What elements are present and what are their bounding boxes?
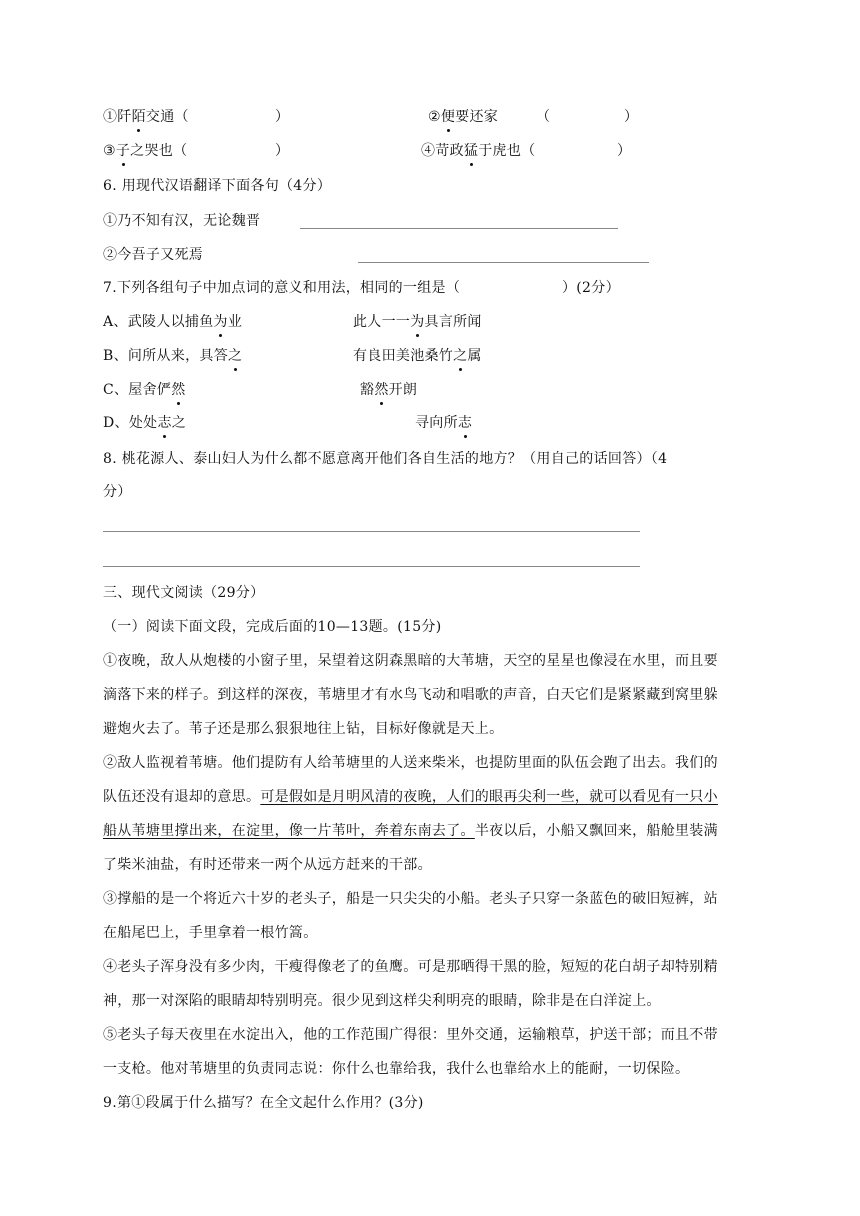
q7-option-c-right: 豁然开朗 bbox=[360, 382, 418, 398]
q5-item-c-close: ） bbox=[275, 143, 290, 159]
q7-title: 7.下列各组句子中加点词的意义和用法，相同的一组是（ bbox=[103, 280, 461, 296]
q8-line-2: 分） bbox=[103, 484, 132, 500]
q5-item-b: ②便要还家 bbox=[428, 109, 499, 125]
q5-item-b-open: （ bbox=[536, 109, 551, 125]
dotted-char: 志 bbox=[457, 415, 473, 431]
q6-answer-line-1[interactable] bbox=[300, 228, 618, 229]
q5-item-a: ①阡陌交通（ bbox=[103, 109, 189, 125]
passage-p4-line-1: ④老头子浑身没有多少肉，干瘦得像老了的鱼鹰。可是那晒得干黑的脸，短短的花白胡子却特别精 bbox=[103, 959, 718, 975]
passage-p3-line-1: ③撑船的是一个将近六十岁的老头子，船是一只尖尖的小船。老头子只穿一条蓝色的破旧短裤，站 bbox=[103, 891, 718, 907]
dotted-char: 便 bbox=[440, 109, 456, 125]
q7-option-a-right: 此人一一为具言所闻 bbox=[353, 314, 482, 330]
q7-option-b-left: B、问所从来，具答之 bbox=[103, 348, 243, 364]
passage-p2-line-4: 了柴米油盐，有时还带来一两个从远方赶来的干部。 bbox=[103, 857, 432, 873]
dotted-char: 之 bbox=[228, 348, 243, 364]
dotted-char: 猛 bbox=[463, 143, 479, 159]
q6-sentence-1: ①乃不知有汉，无论魏晋 bbox=[103, 213, 261, 229]
q7-title-end: ）(2分） bbox=[562, 280, 620, 296]
dotted-char: 为 bbox=[213, 314, 228, 330]
passage-p2-line-2: 队伍还没有退却的意思。可是假如是月明风清的夜晚，人们的眼再尖利一些，就可以看见有一只小 bbox=[103, 789, 718, 805]
dotted-char: 之 bbox=[453, 348, 468, 364]
passage-p4-line-2: 神，那一对深陷的眼睛却特别明亮。很少见到这样尖利明亮的眼睛，除非是在白洋淀上。 bbox=[103, 993, 661, 1009]
q7-option-b-right: 有良田美池桑竹之属 bbox=[353, 348, 482, 364]
passage-p5-line-1: ⑤老头子每天夜里在水淀出入，他的工作范围广得很：里外交通，运输粮草，护送干部；而且不带 bbox=[103, 1027, 718, 1043]
q8-line-1: 8. 桃花源人、泰山妇人为什么都不愿意离开他们各自生活的地方？（用自己的话回答）（4 bbox=[103, 451, 668, 467]
dotted-char: 志 bbox=[157, 415, 172, 431]
passage-p1-line-1: ①夜晚，敌人从炮楼的小窗子里，呆望着这阴森黑暗的大苇塘，天空的星星也像浸在水里，而且要 bbox=[103, 653, 718, 669]
q7-option-a-left: A、武陵人以捕鱼为业 bbox=[103, 314, 243, 330]
dotted-char: 然 bbox=[374, 382, 389, 398]
passage-p5-line-2: 一支枪。他对苇塘里的负责同志说：你什么也靠给我，我什么也靠给水上的能耐，一切保险。 bbox=[103, 1061, 690, 1077]
q6-answer-line-2[interactable] bbox=[358, 262, 649, 263]
passage-p1-line-2: 滴落下来的样子。到这样的深夜，苇塘里才有水鸟飞动和唱歌的声音，白天它们是紧紧藏到窝里躲 bbox=[103, 687, 718, 703]
q5-item-d: ④苛政猛于虎也（ bbox=[421, 143, 536, 159]
underlined-sentence: 船从苇塘里撑出来，在淀里，像一片苇叶，奔着东南去了。 bbox=[103, 823, 475, 839]
dotted-char: 然 bbox=[171, 382, 186, 398]
dotted-char: 陌 bbox=[131, 109, 146, 125]
passage-p2-line-3: 船从苇塘里撑出来，在淀里，像一片苇叶，奔着东南去了。半夜以后，小船又飘回来，船舱里装满 bbox=[103, 823, 718, 839]
q8-answer-line-1[interactable] bbox=[103, 531, 640, 532]
q5-item-a-close: ） bbox=[275, 109, 290, 125]
underlined-sentence: 可是假如是月明风清的夜晚，人们的眼再尖利一些，就可以看见有一只小 bbox=[260, 789, 718, 805]
q5-item-d-close: ） bbox=[617, 143, 632, 159]
dotted-char: 子 bbox=[115, 143, 131, 159]
dotted-char: 为 bbox=[410, 314, 425, 330]
q6-title: 6. 用现代汉语翻译下面各句（4分） bbox=[103, 178, 332, 194]
q6-sentence-2: ②今吾子又死焉 bbox=[103, 247, 204, 263]
passage-p1-line-3: 避炮火去了。苇子还是那么狠狠地往上钻，目标好像就是天上。 bbox=[103, 721, 504, 737]
passage-p2-line-1: ②敌人监视着苇塘。他们提防有人给苇塘里的人送来柴米，也提防里面的队伍会跑了出去。我们的 bbox=[103, 755, 718, 771]
section-3-title: 三、现代文阅读（29分） bbox=[103, 585, 265, 601]
q7-option-c-left: C、屋舍俨然 bbox=[103, 382, 186, 398]
q5-item-b-close: ） bbox=[624, 109, 639, 125]
q7-option-d-right: 寻向所志 bbox=[415, 415, 473, 431]
passage-p3-line-2: 在船尾巴上，手里拿着一根竹篙。 bbox=[103, 925, 318, 941]
q9-title: 9.第①段属于什么描写？在全文起什么作用？(3分) bbox=[103, 1095, 424, 1111]
q7-option-d-left: D、处处志之 bbox=[103, 415, 187, 431]
q5-item-c: ③子之哭也（ bbox=[103, 143, 188, 159]
q8-answer-line-2[interactable] bbox=[103, 566, 640, 567]
section-3-part-1: （一）阅读下面文段，完成后面的10—13题。(15分) bbox=[103, 619, 442, 635]
